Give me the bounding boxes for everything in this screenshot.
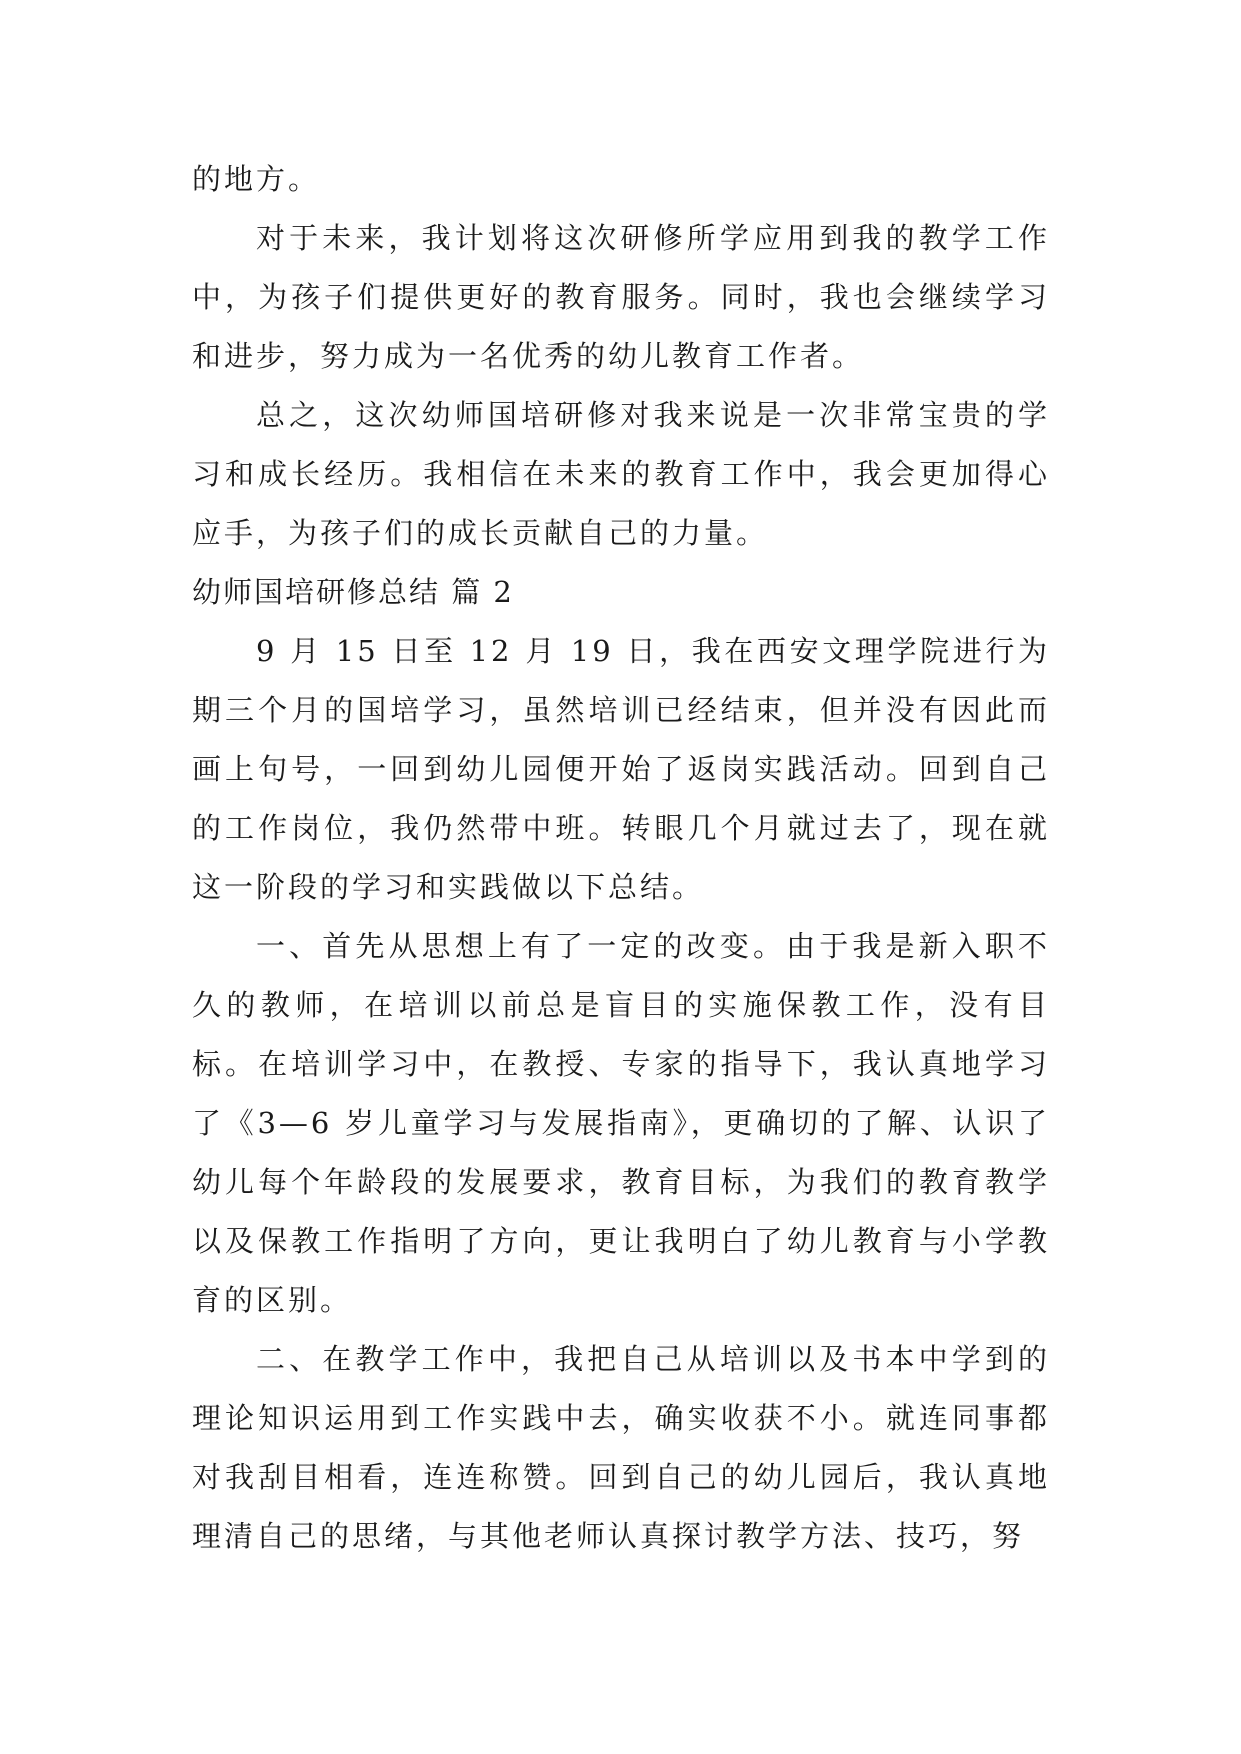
paragraph-conclusion: 总之，这次幼师国培研修对我来说是一次非常宝贵的学习和成长经历。我相信在未来的教育工作中，我会更加得心应手，为孩子们的成长贡献自己的力量。 (192, 398, 1050, 550)
paragraph-point-two: 二、在教学工作中，我把自己从培训以及书本中学到的理论知识运用到工作实践中去，确实收获不小。就连同事都对我刮目相看，连连称赞。回到自己的幼儿园后，我认真地理清自己的思绪，与其他老师认真探讨教学方法、技巧，努 (192, 1342, 1050, 1553)
paragraph-point-one: 一、首先从思想上有了一定的改变。由于我是新入职不久的教师，在培训以前总是盲目的实施保教工作，没有目标。在培训学习中，在教授、专家的指导下，我认真地学习了《3—6 岁儿童学习与发展指南》，更确切的了解、认识了幼儿每个年龄段的发展要求，教育目标，为我们的教育教学以及保教工作指明了方向，更让我明白了幼儿教育与小学教育的区别。 (192, 929, 1050, 1317)
document-body (192, 150, 1050, 1566)
paragraph-future-plan: 对于未来，我计划将这次研修所学应用到我的教学工作中，为孩子们提供更好的教育服务。同时，我也会继续学习和进步，努力成为一名优秀的幼儿教育工作者。 (192, 221, 1050, 373)
section-heading: 幼师国培研修总结 篇 2 (192, 575, 514, 609)
paragraph-continuation: 的地方。 (192, 162, 321, 196)
paragraph-intro: 9 月 15 日至 12 月 19 日，我在西安文理学院进行为期三个月的国培学习，虽然培训已经结束，但并没有因此而画上句号，一回到幼儿园便开始了返岗实践活动。回到自己的工作岗位，我仍然带中班。转眼几个月就过去了，现在就这一阶段的学习和实践做以下总结。 (192, 634, 1050, 904)
